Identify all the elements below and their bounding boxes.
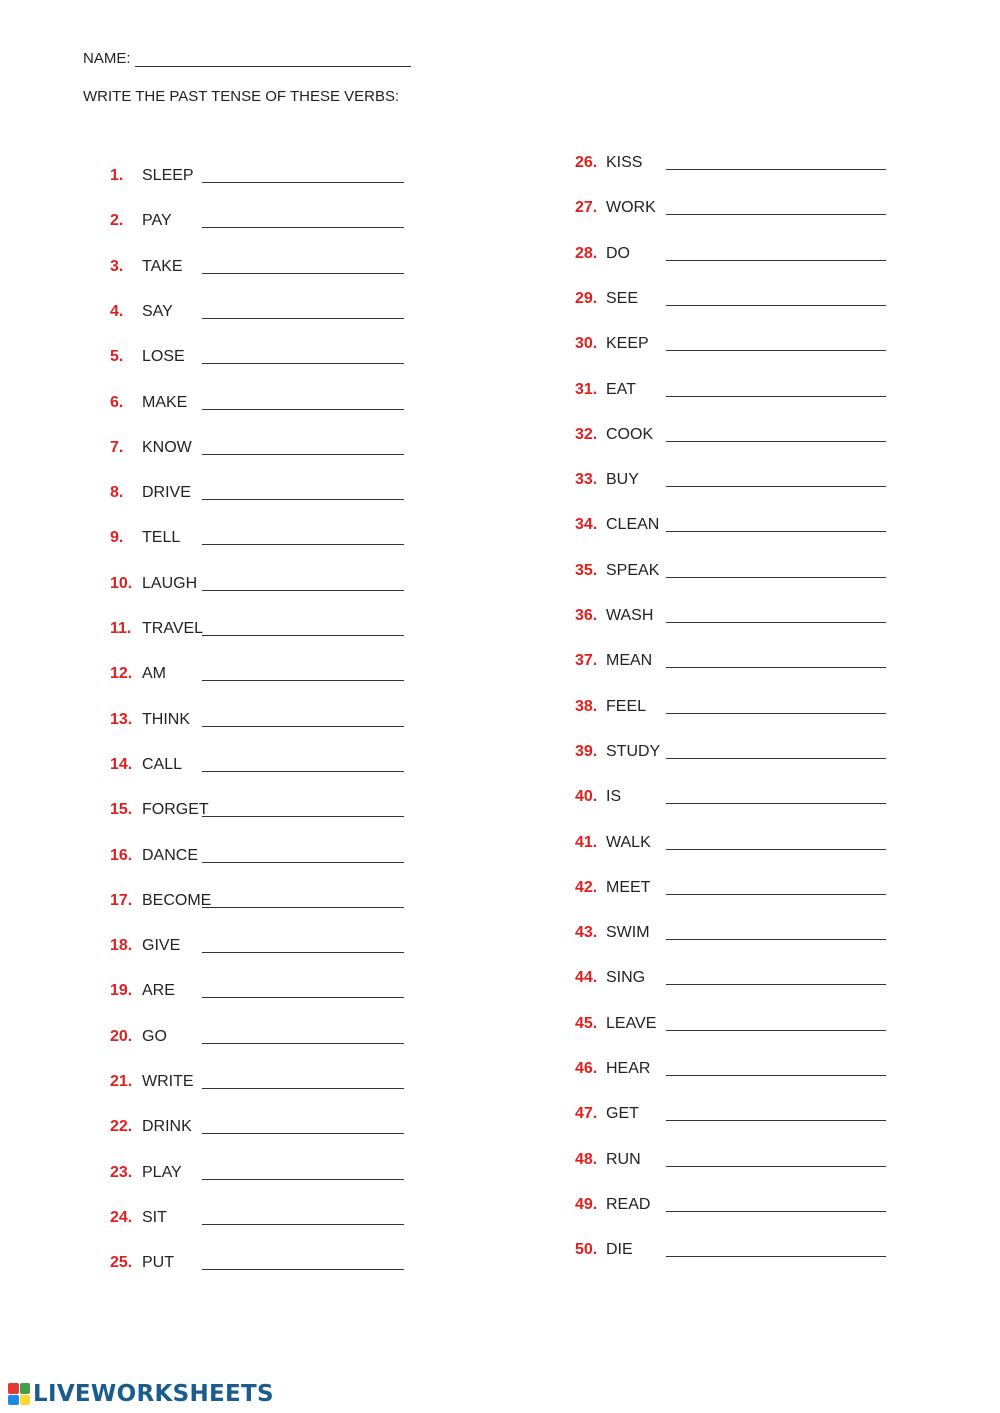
item-verb: STUDY [606, 743, 661, 760]
item-verb: DRIVE [142, 484, 191, 501]
item-verb: FORGET [142, 801, 209, 818]
verb-item [110, 252, 404, 276]
answer-blank[interactable] [202, 757, 404, 772]
verb-item [110, 931, 404, 955]
answer-blank[interactable] [666, 517, 886, 532]
item-verb: LEAVE [606, 1015, 657, 1032]
verb-item [575, 329, 886, 353]
item-number: 37. [575, 652, 598, 669]
item-number: 15. [110, 801, 133, 818]
answer-blank[interactable] [666, 608, 886, 623]
item-number: 8. [110, 484, 124, 501]
verb-item [110, 750, 404, 774]
item-number: 12. [110, 665, 133, 682]
verb-item [110, 1158, 404, 1182]
verb-item [110, 614, 404, 638]
answer-blank[interactable] [666, 563, 886, 578]
item-number: 33. [575, 471, 598, 488]
item-number: 28. [575, 245, 598, 262]
item-verb: SAY [142, 303, 173, 320]
answer-blank[interactable] [666, 925, 886, 940]
item-number: 11. [110, 620, 132, 637]
answer-blank[interactable] [666, 1197, 886, 1212]
item-verb: PLAY [142, 1164, 182, 1181]
verb-item [110, 297, 404, 321]
verb-item [575, 1009, 886, 1033]
item-verb: WRITE [142, 1073, 194, 1090]
item-verb: SPEAK [606, 562, 660, 579]
item-verb: AM [142, 665, 166, 682]
verb-item [575, 692, 886, 716]
verb-item [575, 782, 886, 806]
verb-item [575, 193, 886, 217]
verb-item [575, 1099, 886, 1123]
item-number: 10. [110, 575, 133, 592]
item-number: 45. [575, 1015, 598, 1032]
item-number: 49. [575, 1196, 598, 1213]
item-number: 26. [575, 154, 598, 171]
answer-blank[interactable] [666, 1016, 886, 1031]
item-verb: EAT [606, 381, 636, 398]
footer-logo-text: LIVEWORKSHEETS [33, 1381, 274, 1407]
item-verb: DO [606, 245, 630, 262]
item-verb: SLEEP [142, 167, 194, 184]
verb-item [575, 1145, 886, 1169]
item-verb: READ [606, 1196, 651, 1213]
item-verb: BUY [606, 471, 639, 488]
item-verb: MEAN [606, 652, 653, 669]
answer-blank[interactable] [202, 304, 404, 319]
verb-item [110, 1022, 404, 1046]
item-number: 16. [110, 847, 133, 864]
answer-blank[interactable] [202, 1165, 404, 1180]
answer-blank[interactable] [666, 699, 886, 714]
answer-blank[interactable] [202, 530, 404, 545]
answer-blank[interactable] [666, 472, 886, 487]
verb-item [575, 1190, 886, 1214]
verb-item [110, 1248, 404, 1272]
item-number: 50. [575, 1241, 598, 1258]
item-number: 4. [110, 303, 124, 320]
item-number: 34. [575, 516, 598, 533]
item-verb: TRAVEL [142, 620, 204, 637]
answer-blank[interactable] [666, 1242, 886, 1257]
verb-item [575, 737, 886, 761]
item-verb: KNOW [142, 439, 192, 456]
verb-item [110, 886, 404, 910]
footer-logo [8, 1381, 274, 1407]
item-verb: TAKE [142, 258, 183, 275]
item-verb: IS [606, 788, 622, 805]
verb-item [575, 873, 886, 897]
item-verb: PAY [142, 212, 172, 229]
answer-blank[interactable] [202, 1210, 404, 1225]
verb-item [110, 1203, 404, 1227]
answer-blank[interactable] [202, 802, 404, 817]
item-number: 47. [575, 1105, 598, 1122]
answer-blank[interactable] [202, 1119, 404, 1134]
answer-blank[interactable] [202, 349, 404, 364]
answer-blank[interactable] [202, 1255, 404, 1270]
answer-blank[interactable] [666, 200, 886, 215]
item-verb: WORK [606, 199, 656, 216]
answer-blank[interactable] [666, 1152, 886, 1167]
name-blank[interactable] [135, 50, 411, 67]
item-verb: WALK [606, 834, 651, 851]
item-number: 30. [575, 335, 598, 352]
verb-item [575, 556, 886, 580]
item-number: 14. [110, 756, 133, 773]
verb-item [575, 284, 886, 308]
verb-item [575, 1235, 886, 1259]
item-number: 41. [575, 834, 598, 851]
verb-item [110, 841, 404, 865]
item-verb: KEEP [606, 335, 649, 352]
item-number: 32. [575, 426, 598, 443]
item-verb: TELL [142, 529, 181, 546]
item-number: 40. [575, 788, 598, 805]
answer-blank[interactable] [202, 1074, 404, 1089]
verb-item [110, 523, 404, 547]
item-verb: CLEAN [606, 516, 660, 533]
answer-blank[interactable] [202, 213, 404, 228]
answer-blank[interactable] [202, 938, 404, 953]
item-verb: SEE [606, 290, 639, 307]
verb-item [575, 465, 886, 489]
item-number: 25. [110, 1254, 133, 1271]
verb-item [575, 828, 886, 852]
item-number: 1. [110, 167, 124, 184]
verb-item [110, 342, 404, 366]
item-number: 20. [110, 1028, 133, 1045]
item-verb: GIVE [142, 937, 181, 954]
item-number: 9. [110, 529, 124, 546]
answer-blank[interactable] [666, 653, 886, 668]
item-verb: LOSE [142, 348, 185, 365]
answer-blank[interactable] [202, 666, 404, 681]
item-number: 19. [110, 982, 133, 999]
item-verb: PUT [142, 1254, 174, 1271]
verb-item [575, 918, 886, 942]
item-verb: COOK [606, 426, 654, 443]
answer-blank[interactable] [202, 259, 404, 274]
answer-blank[interactable] [202, 395, 404, 410]
answer-blank[interactable] [666, 427, 886, 442]
item-number: 43. [575, 924, 598, 941]
verb-item [110, 1112, 404, 1136]
item-verb: KISS [606, 154, 643, 171]
verb-item [575, 239, 886, 263]
item-number: 31. [575, 381, 598, 398]
verb-item [575, 375, 886, 399]
item-verb: DANCE [142, 847, 199, 864]
verb-item [110, 206, 404, 230]
answer-blank[interactable] [202, 848, 404, 863]
answer-blank[interactable] [202, 576, 404, 591]
item-number: 5. [110, 348, 124, 365]
answer-blank[interactable] [666, 1106, 886, 1121]
liveworksheets-logo-icon [8, 1383, 30, 1405]
verb-item [575, 420, 886, 444]
item-verb: THINK [142, 711, 190, 728]
item-verb: WASH [606, 607, 654, 624]
answer-blank[interactable] [666, 291, 886, 306]
item-number: 42. [575, 879, 598, 896]
item-verb: BECOME [142, 892, 212, 909]
item-verb: CALL [142, 756, 183, 773]
answer-blank[interactable] [666, 155, 886, 170]
item-verb: DIE [606, 1241, 633, 1258]
verb-item [575, 1054, 886, 1078]
item-verb: ARE [142, 982, 175, 999]
item-number: 13. [110, 711, 133, 728]
answer-blank[interactable] [666, 1061, 886, 1076]
item-number: 38. [575, 698, 598, 715]
item-verb: SWIM [606, 924, 650, 941]
verb-item [110, 705, 404, 729]
item-verb: SIT [142, 1209, 167, 1226]
item-verb: FEEL [606, 698, 647, 715]
item-number: 21. [110, 1073, 133, 1090]
answer-blank[interactable] [202, 712, 404, 727]
item-verb: GET [606, 1105, 639, 1122]
item-number: 3. [110, 258, 124, 275]
item-number: 39. [575, 743, 598, 760]
item-number: 6. [110, 394, 124, 411]
verb-item [575, 510, 886, 534]
answer-blank[interactable] [666, 880, 886, 895]
item-number: 36. [575, 607, 598, 624]
item-number: 46. [575, 1060, 598, 1077]
item-number: 7. [110, 439, 124, 456]
item-verb: GO [142, 1028, 167, 1045]
answer-blank[interactable] [666, 382, 886, 397]
verb-item [110, 976, 404, 1000]
verb-item [110, 478, 404, 502]
answer-blank[interactable] [666, 336, 886, 351]
item-number: 2. [110, 212, 124, 229]
verb-item [110, 795, 404, 819]
item-verb: LAUGH [142, 575, 198, 592]
instructions: WRITE THE PAST TENSE OF THESE VERBS: [83, 88, 400, 105]
answer-blank[interactable] [202, 621, 404, 636]
answer-blank[interactable] [202, 440, 404, 455]
item-verb: RUN [606, 1151, 641, 1168]
item-number: 35. [575, 562, 598, 579]
item-number: 24. [110, 1209, 133, 1226]
answer-blank[interactable] [666, 835, 886, 850]
item-number: 18. [110, 937, 133, 954]
verb-item [575, 148, 886, 172]
item-number: 48. [575, 1151, 598, 1168]
verb-item [110, 659, 404, 683]
answer-blank[interactable] [666, 970, 886, 985]
answer-blank[interactable] [666, 744, 886, 759]
item-verb: DRINK [142, 1118, 192, 1135]
item-number: 44. [575, 969, 598, 986]
item-verb: MEET [606, 879, 651, 896]
verb-item [110, 433, 404, 457]
name-field-row [83, 50, 411, 67]
item-number: 23. [110, 1164, 133, 1181]
answer-blank[interactable] [202, 485, 404, 500]
item-verb: MAKE [142, 394, 188, 411]
verb-item [110, 569, 404, 593]
item-number: 29. [575, 290, 598, 307]
item-number: 27. [575, 199, 598, 216]
answer-blank[interactable] [202, 893, 404, 908]
item-verb: HEAR [606, 1060, 651, 1077]
verb-item [575, 646, 886, 670]
verb-item [575, 963, 886, 987]
item-verb: SING [606, 969, 646, 986]
answer-blank[interactable] [666, 789, 886, 804]
verb-item [110, 388, 404, 412]
answer-blank[interactable] [666, 246, 886, 261]
verb-item [110, 1067, 404, 1091]
item-number: 17. [110, 892, 133, 909]
item-number: 22. [110, 1118, 133, 1135]
answer-blank[interactable] [202, 983, 404, 998]
name-label: NAME: [83, 50, 131, 67]
verb-item [110, 161, 404, 185]
verb-item [575, 601, 886, 625]
answer-blank[interactable] [202, 1029, 404, 1044]
answer-blank[interactable] [202, 168, 404, 183]
